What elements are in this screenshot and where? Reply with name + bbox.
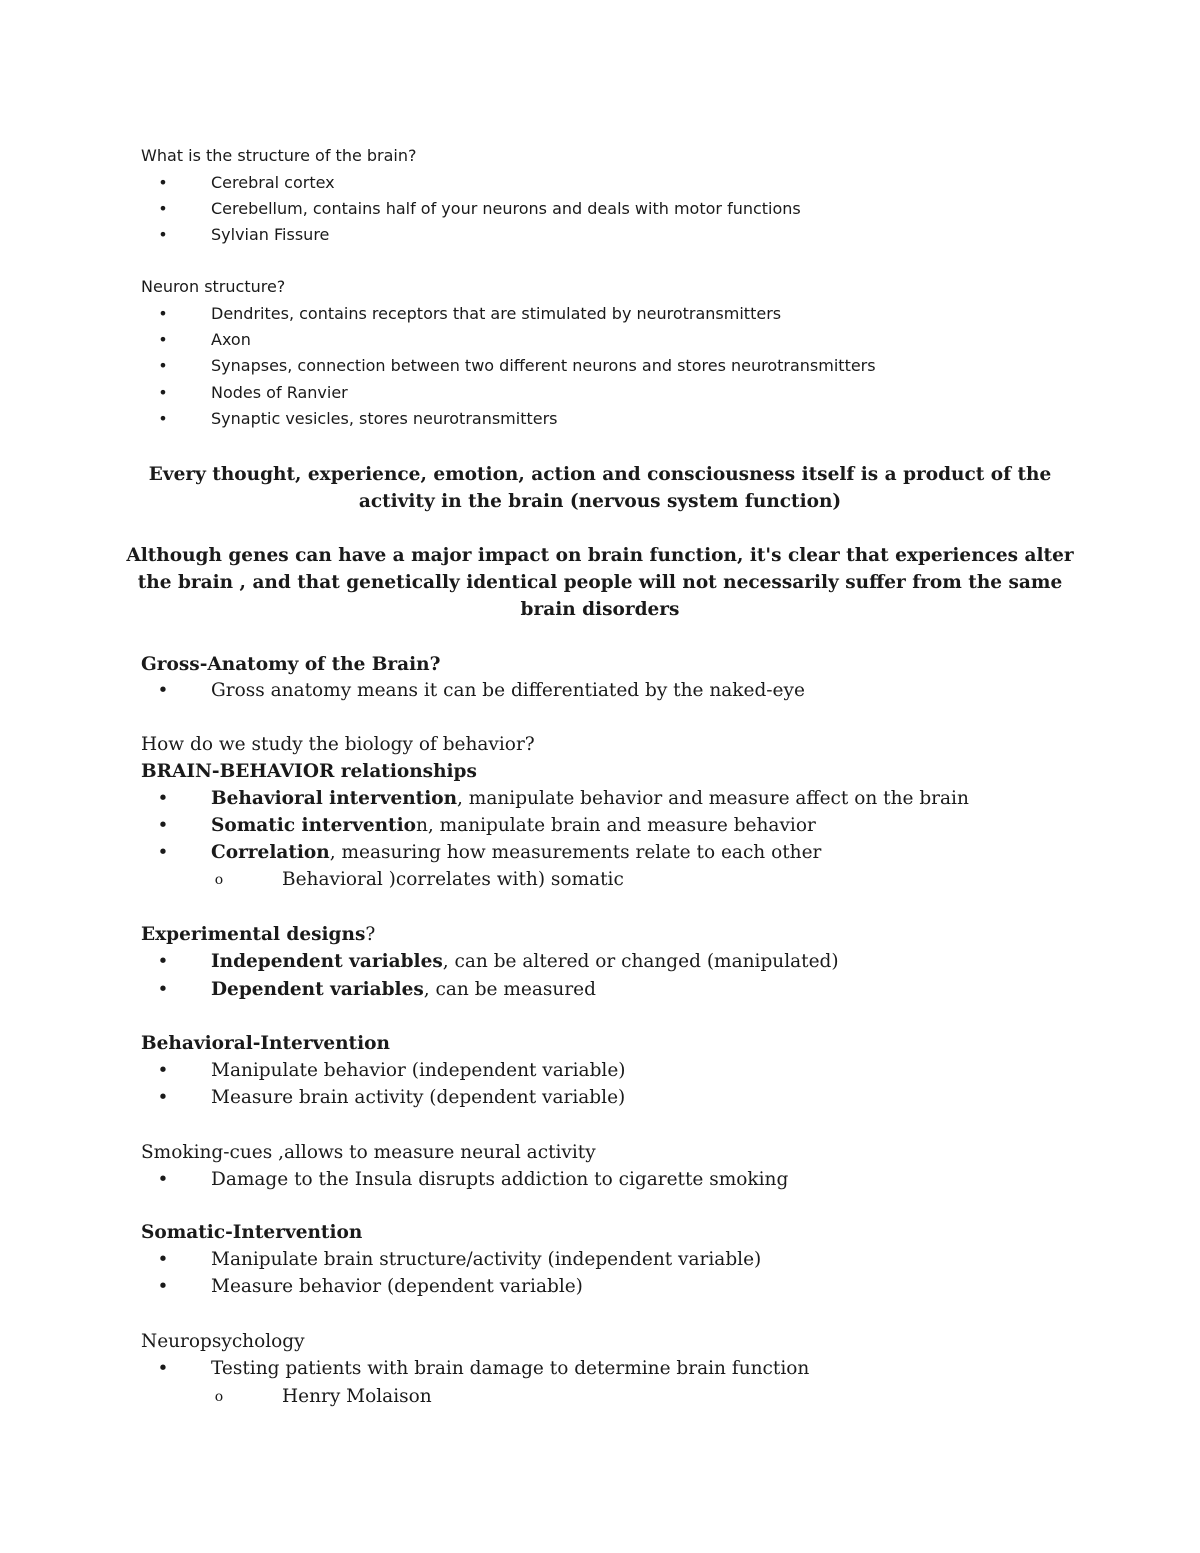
bullet-icon: •: [157, 1087, 169, 1108]
brain-behavior-heading: BRAIN-BEHAVIOR relationships: [141, 761, 477, 782]
smoking-cues-heading: Smoking-cues ,allows to measure neural activity: [141, 1142, 596, 1163]
bullet-icon: •: [157, 1358, 169, 1379]
bullet-icon: •: [157, 1060, 169, 1081]
bullet-icon: •: [157, 1276, 169, 1297]
bullet-icon: •: [158, 356, 168, 375]
statement-genes: Although genes can have a major impact on brain function, it's clear that experiences alter the brain , and that genetically identical people will not necessarily suffer from the same brain disorders: [126, 545, 1074, 620]
bullet-icon: •: [157, 680, 169, 701]
gross-anatomy-heading: Gross-Anatomy of the Brain?: [141, 654, 441, 675]
study-question: How do we study the biology of behavior?: [141, 734, 535, 755]
circle-bullet-icon: o: [214, 872, 224, 888]
bullet-icon: •: [158, 383, 168, 402]
bullet-icon: •: [158, 225, 168, 244]
neuropsychology-heading: Neuropsychology: [141, 1331, 305, 1352]
bullet-icon: •: [157, 788, 169, 809]
bullet-icon: •: [157, 815, 169, 836]
bullet-icon: •: [158, 173, 168, 192]
behavioral-intervention-heading: Behavioral-Intervention: [141, 1033, 390, 1054]
bullet-icon: •: [158, 304, 168, 323]
brain-structure-heading: What is the structure of the brain?: [141, 146, 417, 165]
statement-thought: Every thought, experience, emotion, action and consciousness itself is a product of the activity in the brain (nervous system function): [148, 464, 1052, 512]
bullet-icon: •: [158, 409, 168, 428]
bullet-icon: •: [158, 199, 168, 218]
circle-bullet-icon: o: [214, 1389, 224, 1405]
document-page: What is the structure of the brain? • Cerebral cortex • Cerebellum, contains half of your neurons and deals with motor functions • Sylvian Fissure Neuron structure? • Dendrites, contains receptors that are stimulated by neurotransmitters • Axon • Synapses, connection between two different neurons and stores neurotransmitters • Nodes of Ranvier • Synaptic vesicles, stores neurotransmitters Every thought, experience, emotion, action and consciousness itself is a product of the activity in the brain (nervous system function) Although genes can have a major impact on brain function, it's clear that experiences alter the brain , and that genetically identical people will not necessarily suffer from the same brain disorders Gross-Anatomy of the Brain? • Gross anatomy means it can be differentiated by the naked-eye How do we study the biology of behavior? BRAIN-BEHAVIOR relationships • Behavioral intervention, manipulate behavior and measure affect on the brain • Somatic intervention, manipulate brain and measure behavior • Correlation, measuring how measurements relate to each other o Behavioral )correlates with) somatic Experimental designs? • Independent variables, can be altered or changed (manipulated) • Dependent variables, can be measured Behavioral-Intervention • Manipulate behavior (independent variable) • Measure brain activity (dependent variable) Smoking-cues ,allows to measure neural activity • Damage to the Insula disrupts addiction to cigarette smoking Somatic-Intervention • Manipulate brain structure/activity (independent variable) • Measure behavior (dependent variable) Neuropsychology • Testing patients with brain damage to determine brain function o Henry Molaison: [0, 0, 1200, 1553]
bullet-icon: •: [157, 979, 169, 1000]
experimental-designs-heading: Experimental designs?: [141, 924, 376, 945]
bullet-icon: •: [157, 1249, 169, 1270]
somatic-intervention-heading: Somatic-Intervention: [141, 1222, 363, 1243]
neuron-structure-heading: Neuron structure?: [141, 277, 286, 296]
bullet-icon: •: [157, 1169, 169, 1190]
bullet-icon: •: [157, 842, 169, 863]
bullet-icon: •: [158, 330, 168, 349]
bullet-icon: •: [157, 951, 169, 972]
